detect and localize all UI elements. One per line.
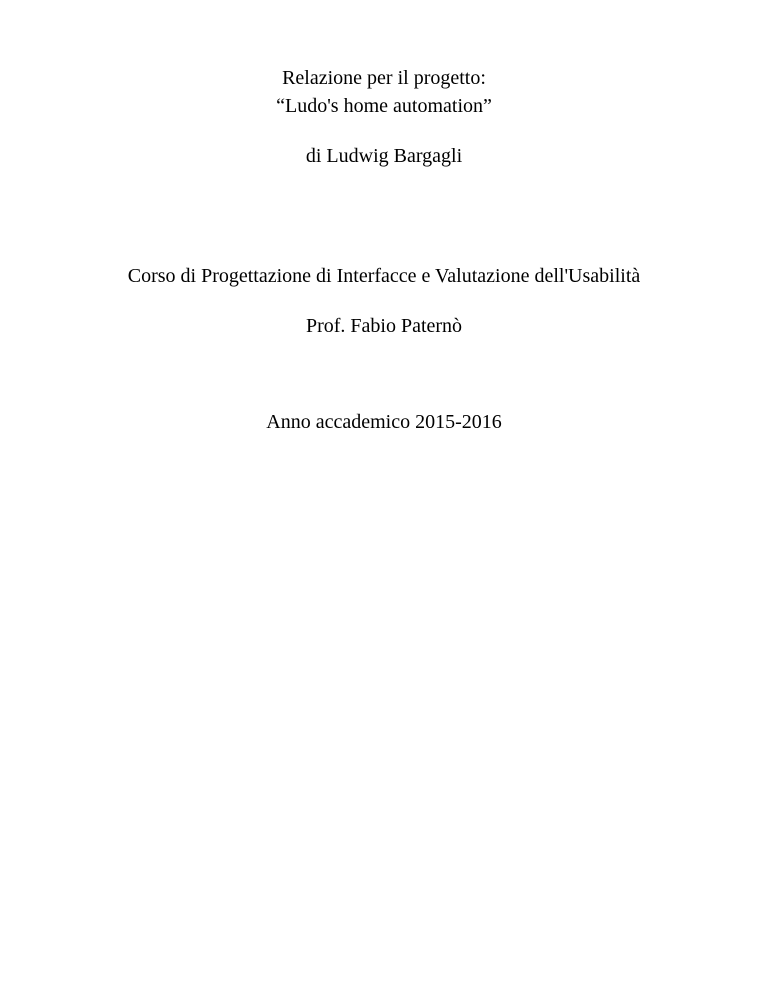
professor-line: Prof. Fabio Paternò <box>305 315 463 337</box>
project-title: “Ludo's home automation” <box>276 95 492 117</box>
report-heading: Relazione per il progetto: <box>282 67 486 89</box>
course-line: Corso di Progettazione di Interfacce e Valutazione dell'Usabilità <box>127 265 641 287</box>
author-line: di Ludwig Bargagli <box>305 145 463 167</box>
academic-year-line: Anno accademico 2015-2016 <box>266 411 502 433</box>
